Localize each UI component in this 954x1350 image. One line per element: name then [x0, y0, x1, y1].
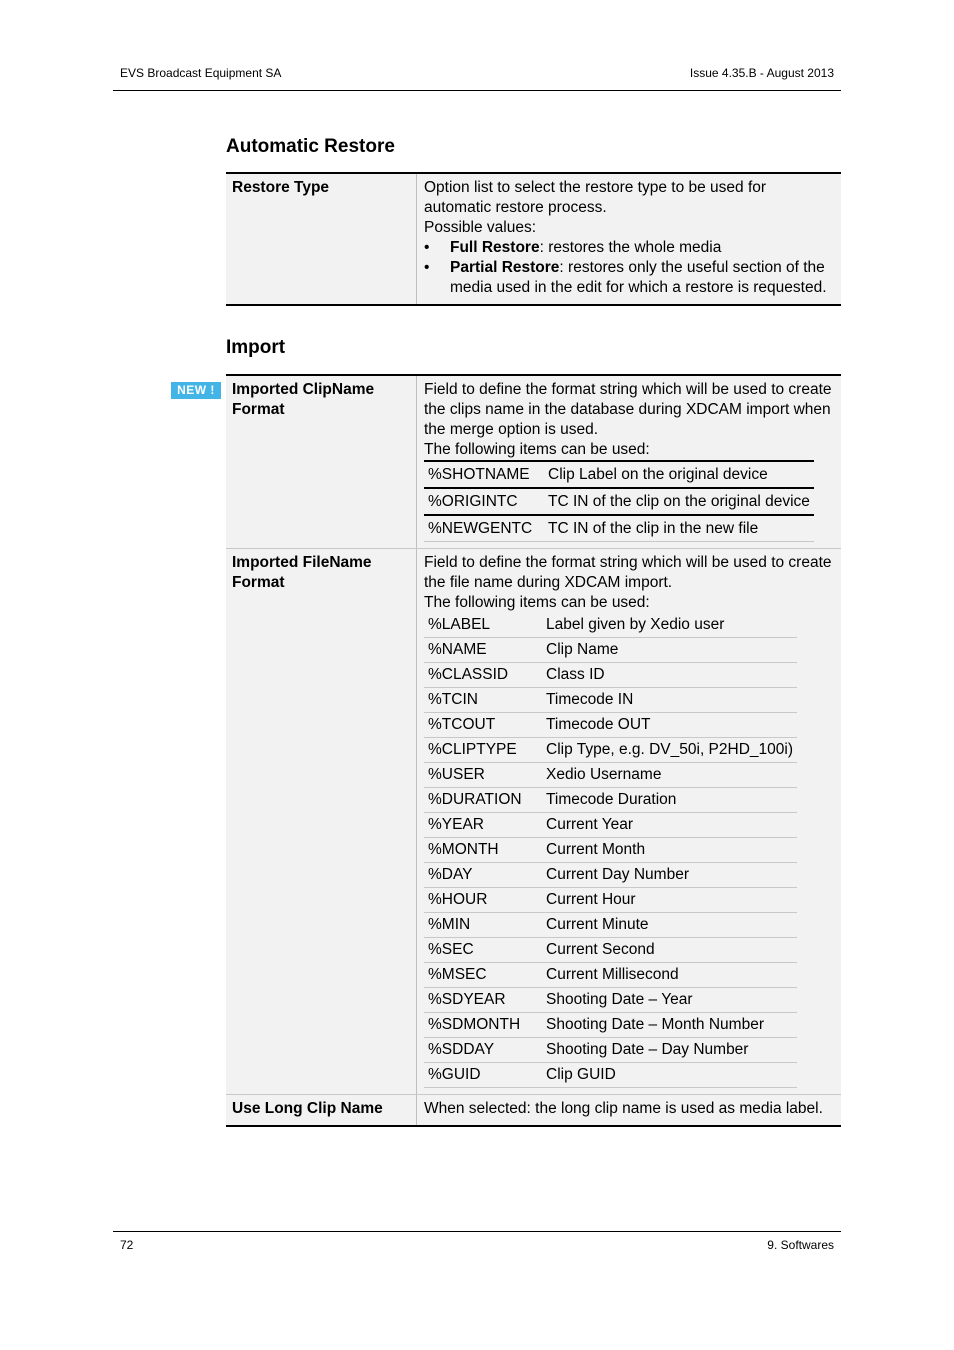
table-row — [424, 1063, 797, 1088]
table-row — [424, 488, 814, 515]
format-code: %TCIN — [424, 688, 542, 713]
format-code: %LABEL — [424, 613, 542, 638]
param-name-restore-type: Restore Type — [226, 173, 417, 305]
format-code: %ORIGINTC — [424, 488, 544, 515]
filename-intro: Field to define the format string which will be used to create the file name during XDCAM import. — [424, 554, 832, 591]
import-table — [226, 374, 841, 1127]
format-code: %TCOUT — [424, 713, 542, 738]
format-code: %NEWGENTC — [424, 515, 544, 542]
format-description: Current Year — [542, 813, 797, 838]
format-code: %MONTH — [424, 838, 542, 863]
table-row — [424, 813, 797, 838]
format-description: Shooting Date – Month Number — [542, 1013, 797, 1038]
format-description: Xedio Username — [542, 763, 797, 788]
table-row — [424, 638, 797, 663]
table-row-imported-clipname — [226, 375, 841, 549]
clipname-items-label: The following items can be used: — [424, 441, 650, 458]
table-row — [424, 763, 797, 788]
restore-type-options — [424, 238, 835, 298]
param-name-line: Format — [232, 574, 285, 591]
format-description: Timecode IN — [542, 688, 797, 713]
param-desc-imported-clipname — [417, 375, 842, 549]
table-row — [424, 888, 797, 913]
automatic-restore-table — [226, 172, 841, 306]
restore-type-possible: Possible values: — [424, 219, 537, 236]
list-item — [424, 258, 835, 298]
new-badge: NEW ! — [171, 382, 221, 399]
format-description: Current Millisecond — [542, 963, 797, 988]
footer-section: 9. Softwares — [767, 1238, 834, 1252]
table-row — [424, 738, 797, 763]
format-description: Current Minute — [542, 913, 797, 938]
table-row — [424, 663, 797, 688]
table-row — [424, 613, 797, 638]
param-name-imported-clipname — [226, 375, 417, 549]
table-row — [424, 963, 797, 988]
format-description: TC IN of the clip on the original device — [544, 488, 814, 515]
format-code: %MIN — [424, 913, 542, 938]
table-row — [424, 788, 797, 813]
format-code: %SEC — [424, 938, 542, 963]
table-row — [424, 1038, 797, 1063]
format-description: Shooting Date – Year — [542, 988, 797, 1013]
section-title-import: Import — [226, 337, 286, 358]
param-desc-use-long-clip-name: When selected: the long clip name is used as media label. — [417, 1095, 842, 1127]
param-name-line: Format — [232, 401, 285, 418]
table-row — [424, 515, 814, 542]
format-description: Label given by Xedio user — [542, 613, 797, 638]
param-name-use-long-clip-name: Use Long Clip Name — [226, 1095, 417, 1127]
clipname-codes-table — [424, 460, 814, 542]
option-text: : restores only the useful section of the media used in the edit for which a restore is requested. — [450, 259, 827, 296]
table-row — [424, 713, 797, 738]
format-code: %DAY — [424, 863, 542, 888]
header-rule — [113, 90, 841, 91]
format-code: %GUID — [424, 1063, 542, 1088]
format-description: Shooting Date – Day Number — [542, 1038, 797, 1063]
table-row — [424, 988, 797, 1013]
table-row — [424, 688, 797, 713]
format-description: Current Month — [542, 838, 797, 863]
format-code: %MSEC — [424, 963, 542, 988]
clipname-intro: Field to define the format string which will be used to create the clips name in the database during XDCAM import when the merge option is used. — [424, 381, 832, 438]
table-row — [424, 838, 797, 863]
table-row — [424, 1013, 797, 1038]
option-text: : restores the whole media — [539, 239, 722, 256]
format-code: %HOUR — [424, 888, 542, 913]
list-item — [424, 238, 835, 258]
format-code: %CLIPTYPE — [424, 738, 542, 763]
table-row-imported-filename — [226, 549, 841, 1095]
format-description: Timecode Duration — [542, 788, 797, 813]
format-description: Timecode OUT — [542, 713, 797, 738]
format-description: Clip Type, e.g. DV_50i, P2HD_100i) — [542, 738, 797, 763]
header-company: EVS Broadcast Equipment SA — [120, 66, 282, 80]
table-row-restore-type — [226, 173, 841, 305]
param-name-line: Imported FileName — [232, 554, 372, 571]
format-description: Class ID — [542, 663, 797, 688]
format-description: Current Hour — [542, 888, 797, 913]
format-code: %DURATION — [424, 788, 542, 813]
format-description: Clip Name — [542, 638, 797, 663]
format-description: Current Second — [542, 938, 797, 963]
option-term: Partial Restore — [450, 259, 560, 276]
format-code: %CLASSID — [424, 663, 542, 688]
filename-codes-table — [424, 613, 797, 1088]
format-description: Current Day Number — [542, 863, 797, 888]
table-row-use-long-clip-name — [226, 1095, 841, 1127]
format-code: %SDDAY — [424, 1038, 542, 1063]
format-code: %YEAR — [424, 813, 542, 838]
table-row — [424, 938, 797, 963]
param-desc-restore-type — [417, 173, 842, 305]
format-description: TC IN of the clip in the new file — [544, 515, 814, 542]
format-code: %SDYEAR — [424, 988, 542, 1013]
format-description: Clip GUID — [542, 1063, 797, 1088]
table-row — [424, 913, 797, 938]
param-desc-imported-filename — [417, 549, 842, 1095]
section-title-automatic-restore: Automatic Restore — [226, 136, 395, 157]
footer-rule — [113, 1231, 841, 1232]
param-name-line: Imported ClipName — [232, 381, 375, 398]
table-row — [424, 461, 814, 488]
option-term: Full Restore — [450, 239, 540, 256]
format-code: %NAME — [424, 638, 542, 663]
footer-page-number: 72 — [120, 1238, 134, 1252]
restore-type-intro: Option list to select the restore type to be used for automatic restore process. — [424, 179, 767, 216]
param-name-imported-filename — [226, 549, 417, 1095]
format-description: Clip Label on the original device — [544, 461, 814, 488]
filename-items-label: The following items can be used: — [424, 594, 650, 611]
format-code: %USER — [424, 763, 542, 788]
format-code: %SDMONTH — [424, 1013, 542, 1038]
table-row — [424, 863, 797, 888]
header-issue: Issue 4.35.B - August 2013 — [689, 66, 834, 80]
format-code: %SHOTNAME — [424, 461, 544, 488]
